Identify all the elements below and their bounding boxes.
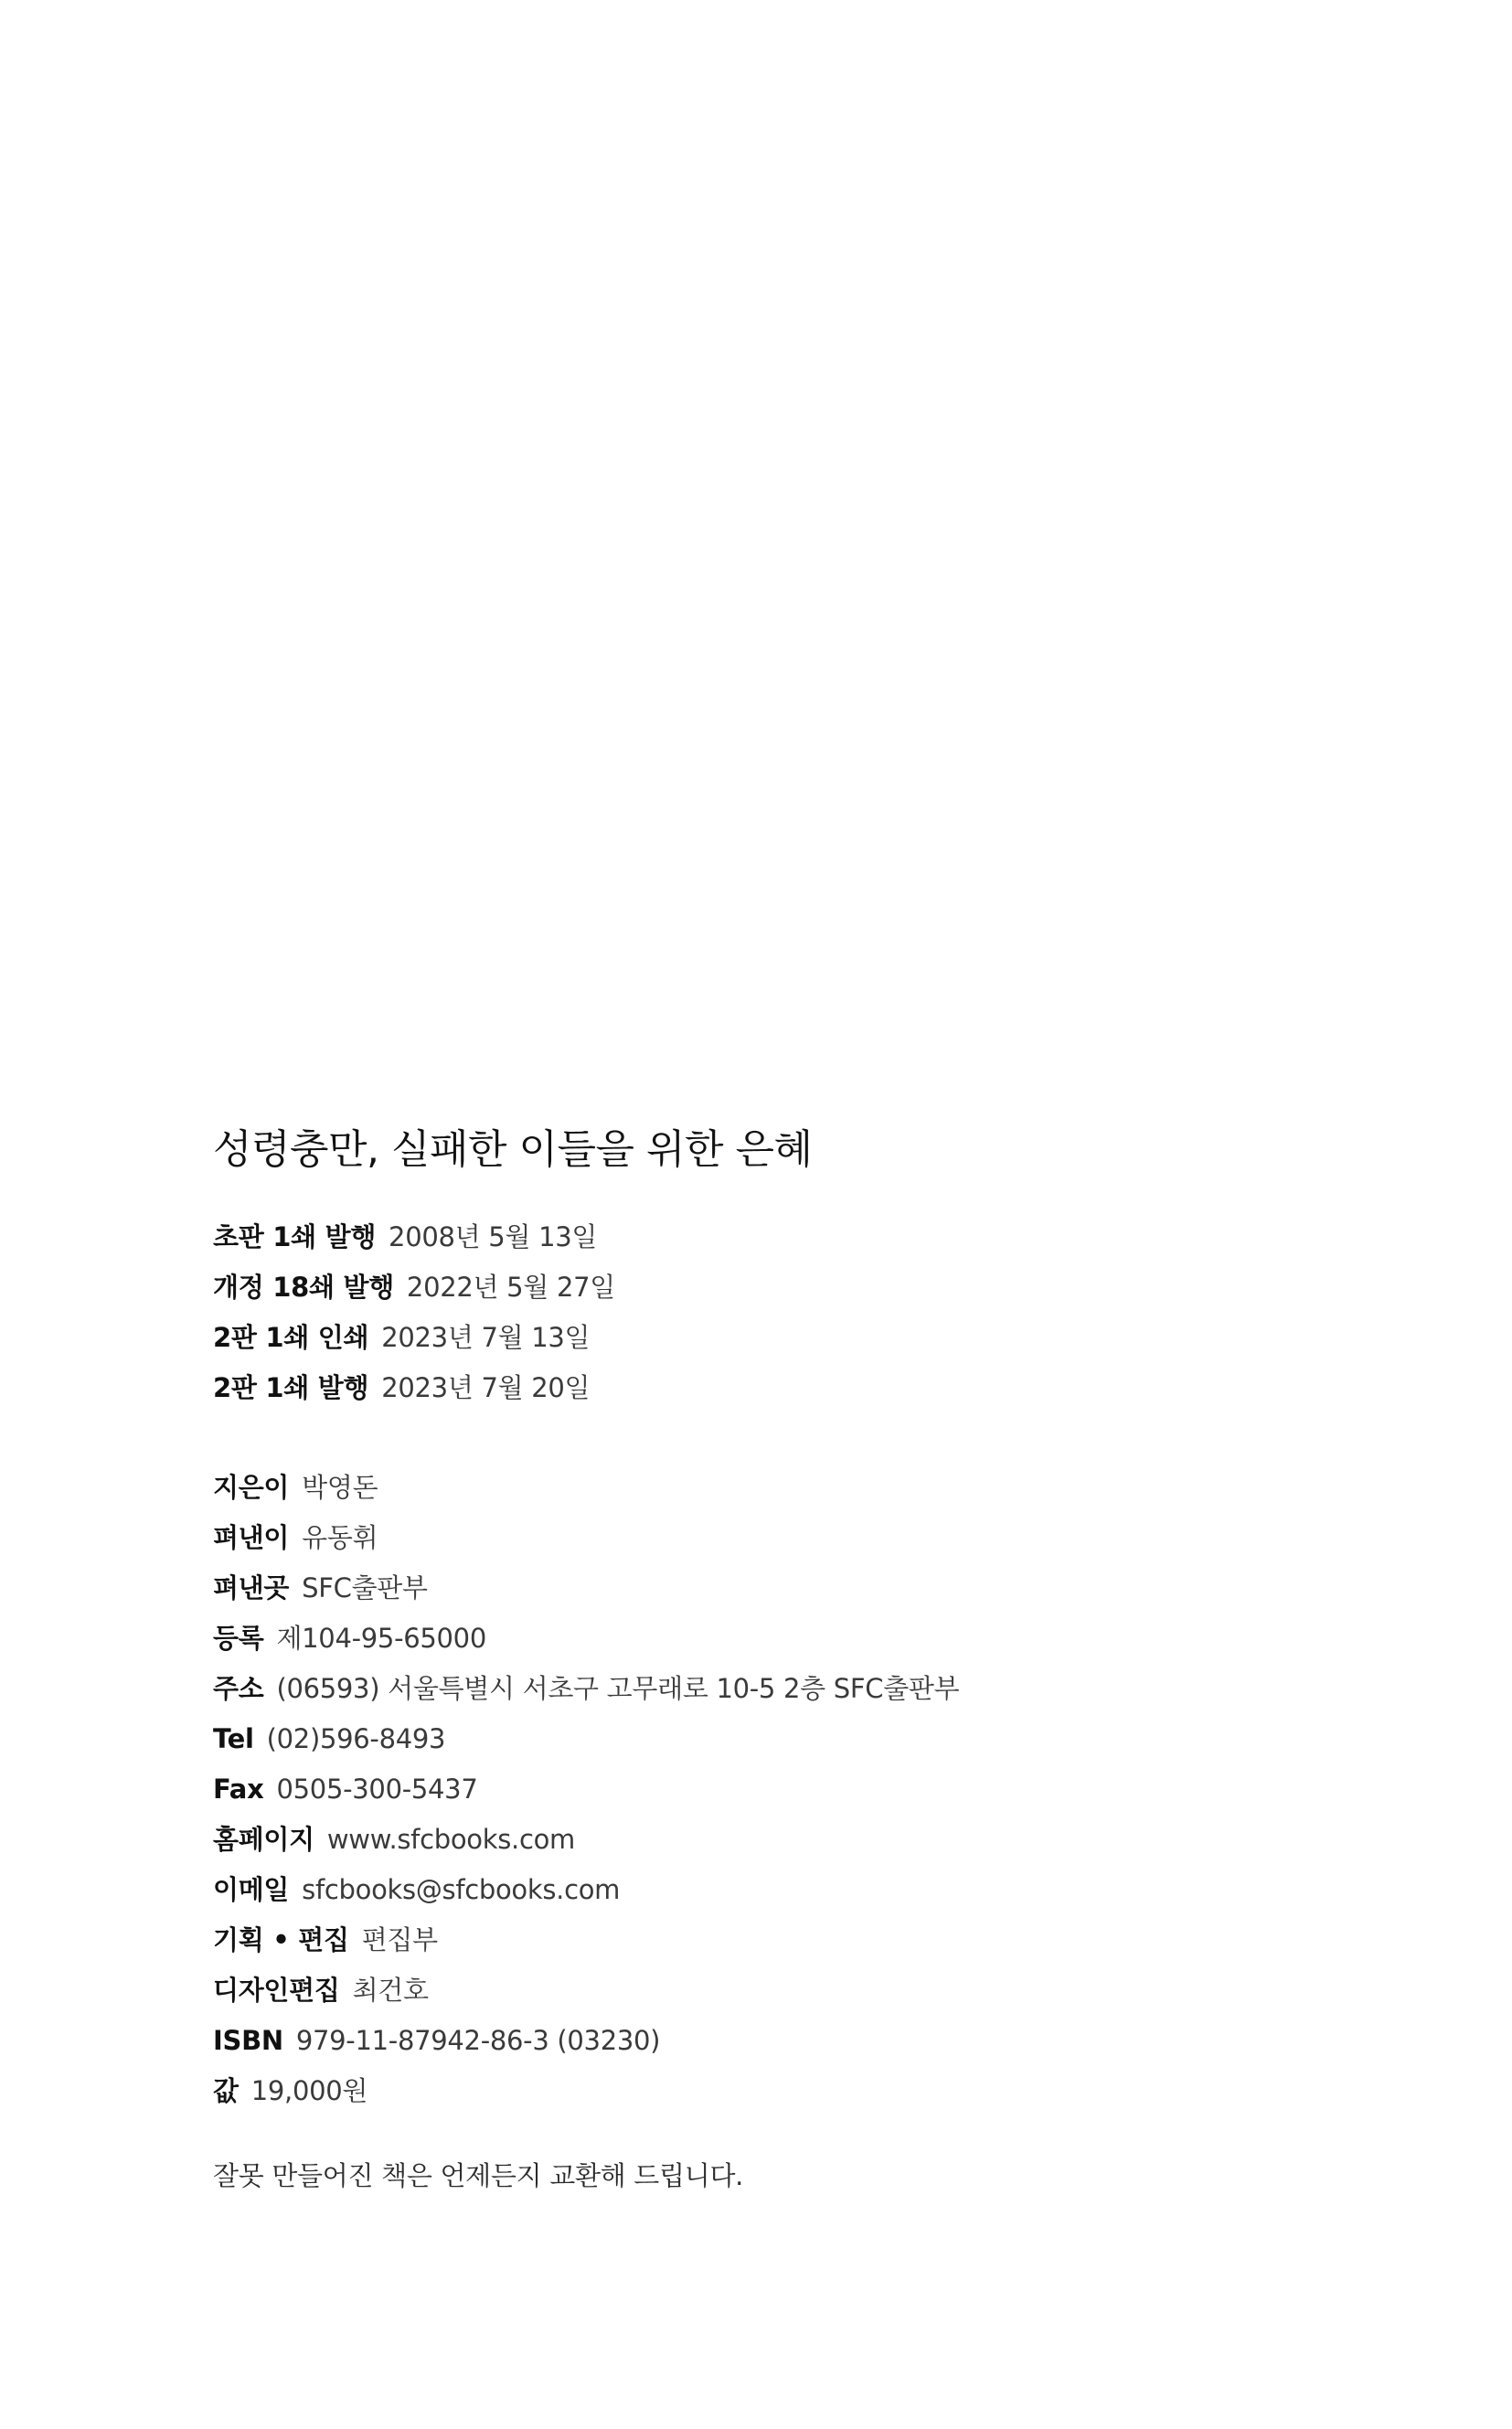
credit-label: 등록 xyxy=(213,1623,264,1654)
credit-row-address xyxy=(213,1664,959,1713)
edition-row xyxy=(213,1262,615,1312)
edition-date: 2022년 5월 27일 xyxy=(406,1272,615,1303)
credit-label: 주소 xyxy=(213,1673,264,1704)
credit-label: Fax xyxy=(213,1774,264,1805)
edition-label: 초판 1쇄 발행 xyxy=(213,1221,377,1252)
credit-row-registration xyxy=(213,1614,486,1663)
credit-value: 최건호 xyxy=(352,1975,429,2006)
email-link[interactable]: sfcbooks@sfcbooks.com xyxy=(302,1874,621,1905)
credit-row-design xyxy=(213,1966,429,2015)
credit-label: 펴낸곳 xyxy=(213,1572,290,1603)
homepage-link[interactable]: www.sfcbooks.com xyxy=(326,1824,575,1855)
credit-row-author xyxy=(213,1463,378,1512)
edition-date: 2023년 7월 13일 xyxy=(381,1322,591,1353)
credit-label: 펴낸이 xyxy=(213,1522,290,1553)
credit-row-email xyxy=(213,1865,620,1914)
credit-value: SFC출판부 xyxy=(302,1572,428,1603)
edition-date: 2023년 7월 20일 xyxy=(381,1372,591,1403)
credit-label: 디자인편집 xyxy=(213,1975,340,2006)
credit-row-imprint xyxy=(213,1563,428,1613)
exchange-notice: 잘못 만들어진 책은 언제든지 교환해 드립니다. xyxy=(213,2160,744,2191)
credit-value: 979-11-87942-86-3 (03230) xyxy=(295,2025,661,2056)
credit-label: 홈페이지 xyxy=(213,1824,314,1855)
credit-value: 유동휘 xyxy=(302,1522,378,1553)
credit-label: 값 xyxy=(213,2075,239,2106)
edition-label: 2판 1쇄 인쇄 xyxy=(213,1322,369,1353)
credit-value: 편집부 xyxy=(361,1924,438,1955)
credit-value: 제104-95-65000 xyxy=(276,1623,486,1654)
credit-value: (02)596-8493 xyxy=(266,1723,446,1754)
credit-label: 이메일 xyxy=(213,1874,290,1905)
edition-date: 2008년 5월 13일 xyxy=(389,1221,598,1252)
credit-row-isbn xyxy=(213,2016,660,2065)
credit-value: 0505-300-5437 xyxy=(276,1774,478,1805)
credit-value: 19,000원 xyxy=(250,2075,368,2106)
credit-value: 박영돈 xyxy=(302,1472,378,1503)
credit-label: Tel xyxy=(213,1723,254,1754)
credit-value: (06593) 서울특별시 서초구 고무래로 10-5 2층 SFC출판부 xyxy=(276,1673,960,1704)
credit-row-homepage xyxy=(213,1815,575,1864)
credit-label: ISBN xyxy=(213,2025,283,2056)
edition-row xyxy=(213,1313,590,1362)
edition-label: 2판 1쇄 발행 xyxy=(213,1372,369,1403)
edition-row xyxy=(213,1363,590,1412)
credit-row-price xyxy=(213,2066,367,2115)
edition-label: 개정 18쇄 발행 xyxy=(213,1272,394,1303)
credit-label: 기획 • 편집 xyxy=(213,1924,349,1955)
credit-row-editing xyxy=(213,1915,438,1965)
credit-row-fax xyxy=(213,1764,478,1814)
credit-label: 지은이 xyxy=(213,1472,290,1503)
edition-row xyxy=(213,1212,597,1262)
credit-row-publisher xyxy=(213,1513,378,1562)
book-title: 성령충만, 실패한 이들을 위한 은혜 xyxy=(213,1126,813,1173)
credit-row-tel xyxy=(213,1714,445,1763)
